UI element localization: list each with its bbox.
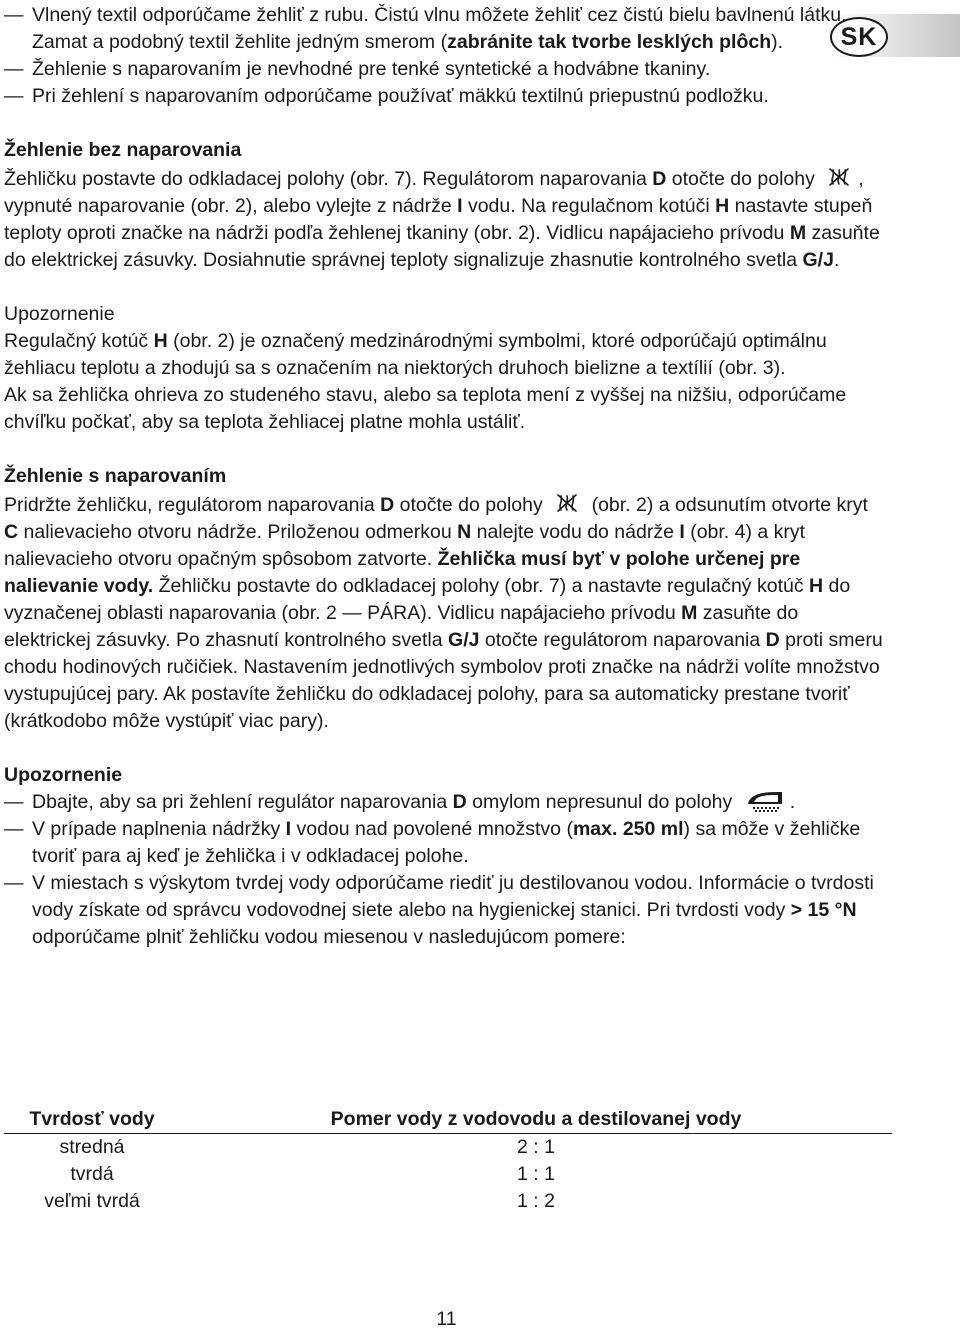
table-cell-ratio: 1 : 2: [517, 1190, 555, 1212]
table-cell-ratio: 2 : 1: [517, 1136, 555, 1158]
bold-text: Žehlička musí byť v polohe určenej pre nalievanie vody.: [4, 548, 801, 597]
table-cell-ratio: 1 : 1: [517, 1163, 555, 1185]
page-number: 11: [436, 1308, 457, 1330]
iron-steam-icon: [744, 789, 784, 813]
bold-text: > 15 °N: [790, 899, 857, 921]
bold-text: max. 250 ml: [572, 818, 684, 840]
list-item: [4, 83, 884, 110]
list-item: [4, 870, 884, 951]
bold-text: H: [809, 575, 824, 597]
dash-bullet: —: [4, 85, 24, 107]
table-row: [4, 1188, 892, 1215]
dash-bullet: —: [4, 4, 24, 26]
list-item: [4, 2, 884, 56]
bold-text: I: [679, 521, 685, 543]
table-row: [4, 1134, 892, 1162]
list-item-text: Dbajte, aby sa pri žehlení regulátor naparovania D omylom nepresunul do polohy .: [32, 791, 796, 813]
bold-text: D: [452, 791, 467, 813]
note-heading-2: Upozornenie: [4, 764, 123, 786]
paragraph-dry-ironing: Žehličku postavte do odkladacej polohy (obr. 7). Regulátorom naparovania D otočte do polohy , vypnuté naparovanie (obr. 2), alebo vylejte z nádrže I vodu. Na regulačnom kotúči H nastavte stupeň teploty oproti značke na nádrži podľa žehlenej tkaniny (obr. 2). Vidlicu napájacieho prívodu M zasuňte do elektrickej zásuvky. Dosiahnutie správnej teploty signalizuje zhasnutie kontrolného svetla G/J.: [4, 164, 884, 274]
bold-text: I: [285, 818, 292, 840]
bold-text: H: [153, 330, 168, 352]
list-item: [4, 789, 884, 816]
list-item-text: Pri žehlení s naparovaním odporúčame používať mäkkú textilnú priepustnú podložku.: [32, 85, 769, 107]
water-hardness-table: [4, 1106, 892, 1215]
table-cell-hardness: stredná: [59, 1136, 125, 1158]
bold-text: D: [380, 494, 395, 516]
note-paragraph: Regulačný kotúč H (obr. 2) je označený medzinárodnými symbolmi, ktoré odporúčajú optimálnu žehliacu teplotu a zhodujú sa s označením na niektorých druhoch bielizne a textílií (obr. 3).: [4, 330, 827, 379]
list-item-text: Vlnený textil odporúčame žehliť z rubu. Čistú vlnu môžete žehliť cez čistú bielu bavlnenú látku. Zamat a podobný textil žehlite jedným smerom (zabránite tak tvorbe lesklých plôch).: [32, 4, 847, 53]
language-badge-label: SK: [830, 17, 888, 57]
no-steam-icon: [826, 164, 852, 190]
dash-bullet: —: [4, 818, 24, 840]
bold-text: D: [765, 629, 780, 651]
table-cell-hardness: tvrdá: [70, 1163, 114, 1185]
no-steam-icon: [554, 490, 580, 516]
bold-text: C: [4, 521, 19, 543]
dash-bullet: —: [4, 58, 24, 80]
intro-list: [4, 2, 884, 110]
list-item-text: V prípade naplnenia nádržky I vodou nad povolené množstvo (max. 250 ml) sa môže v žehličke tvoriť para aj keď je žehlička i v odkladacej polohe.: [32, 818, 861, 867]
section-heading-steam-ironing: Žehlenie s naparovaním: [4, 465, 227, 487]
bold-text: G/J: [802, 249, 834, 271]
bold-text: M: [789, 222, 807, 244]
table-header-ratio: Pomer vody z vodovodu a destilovanej vody: [180, 1106, 892, 1134]
bold-text: N: [457, 521, 472, 543]
page-content: [4, 2, 884, 951]
note-list: [4, 789, 884, 951]
list-item-text: V miestach s výskytom tvrdej vody odporúčame riediť ju destilovanou vodou. Informácie o tvrdosti vody získate od správcu vodovodnej siete alebo na hygienickej stanici. Pri tvrdosti vody > 15 °N odporúčame plniť žehličku vodou miesenou v nasledujúcom pomere:: [32, 872, 874, 948]
note-heading-1: Upozornenie: [4, 303, 115, 325]
dash-bullet: —: [4, 872, 24, 894]
note-paragraph: Ak sa žehlička ohrieva zo studeného stavu, alebo sa teplota mení z vyššej na nižšiu, odporúčame chvíľku počkať, aby sa teplota žehliacej platne mohla ustáliť.: [4, 384, 847, 433]
paragraph-steam-ironing: Pridržte žehličku, regulátorom naparovania D otočte do polohy (obr. 2) a odsunutím otvorte kryt C nalievacieho otvoru nádrže. Priloženou odmerkou N nalejte vodu do nádrže I (obr. 4) a kryt nalievacieho otvoru opačným spôsobom zatvorte. Žehlička musí byť v polohe určenej pre nalievanie vody. Žehličku postavte do odkladacej polohy (obr. 7) a nastavte regulačný kotúč H do vyznačenej oblasti naparovania (obr. 2 — PÁRA). Vidlicu napájacieho prívodu M zasuňte do elektrickej zásuvky. Po zhasnutí kontrolného svetla G/J otočte regulátorom naparovania D proti smeru chodu hodinových ručičiek. Nastavením jednotlivých symbolov proti značke na nádrži volíte množstvo vystupujúcej pary. Ak postavíte žehličku do odkladacej polohy, para sa automaticky prestane tvoriť (krátkodobo môže vystúpiť viac pary).: [4, 490, 884, 735]
list-item: [4, 56, 884, 83]
table-cell-hardness: veľmi tvrdá: [44, 1190, 140, 1212]
list-item-text: Žehlenie s naparovaním je nevhodné pre tenké syntetické a hodvábne tkaniny.: [32, 58, 711, 80]
bold-text: H: [715, 195, 730, 217]
table-header-hardness: Tvrdosť vody: [4, 1106, 180, 1134]
bold-text: G/J: [448, 629, 480, 651]
dash-bullet: —: [4, 791, 24, 813]
table-header-row: [4, 1106, 892, 1134]
bold-text: D: [652, 168, 667, 190]
bold-text: I: [457, 195, 463, 217]
section-heading-dry-ironing: Žehlenie bez naparovania: [4, 139, 242, 161]
table-row: [4, 1161, 892, 1188]
list-item: [4, 816, 884, 870]
bold-text: zabránite tak tvorbe lesklých plôch: [447, 31, 772, 53]
bold-text: M: [681, 602, 698, 624]
